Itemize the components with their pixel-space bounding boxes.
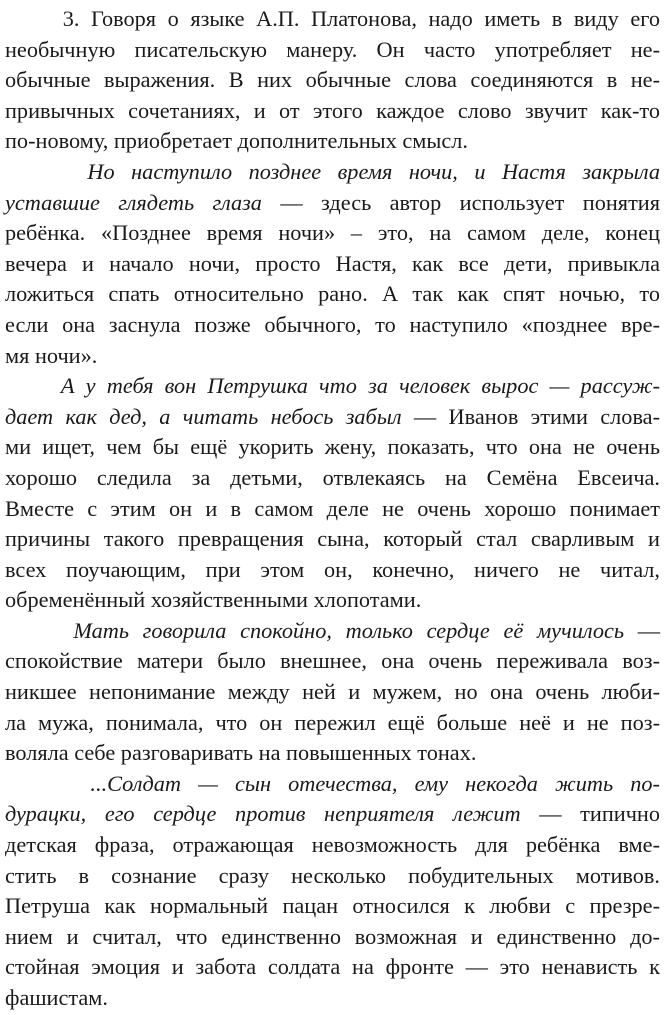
text-segment: обычные выражения. В них обычные слова соединяются в не- (5, 67, 660, 93)
text-segment: Вместе с этим он и в самом деле не очень хорошо понимает (5, 495, 660, 521)
text-segment: — (624, 617, 661, 643)
text-segment: фашистам. (5, 985, 108, 1010)
text-segment: стойная эмоция и забота солдата на фронте — это ненависть к (5, 954, 660, 980)
text-line (5, 371, 660, 402)
text-line (5, 402, 660, 433)
quoted-phrase: уставшие глядеть глаза (5, 189, 262, 215)
text-segment: вечера и начало ночи, просто Настя, как все дети, привыкла (5, 250, 660, 276)
text-line (5, 646, 660, 677)
text-segment: мя ночи». (5, 342, 98, 368)
quoted-phrase: ...Солдат — сын отечества, ему некогда жить по- (5, 770, 660, 796)
quoted-phrase: Но наступило позднее время ночи, и Настя закрыла (5, 158, 660, 184)
text-line (5, 616, 660, 647)
text-segment: — типично (520, 801, 660, 827)
text-line (5, 555, 660, 586)
text-segment: Петруша как нормальный пацан относился к любви с презре- (5, 893, 660, 919)
text-segment: всех поучающим, при этом он, конечно, ничего не читал, (5, 556, 660, 582)
text-line (5, 585, 660, 616)
text-line (5, 157, 660, 188)
text-segment: — здесь автор использует понятия (261, 189, 660, 215)
text-line (5, 341, 660, 372)
text-line (5, 494, 660, 525)
text-line (5, 4, 660, 35)
text-segment: спокойствие матери было внешнее, она очень переживала воз- (5, 648, 660, 674)
quoted-phrase: Мать говорила спокойно, только сердце её мучилось (5, 617, 625, 643)
paragraph-4 (5, 616, 660, 769)
text-segment: хорошо следила за детьми, отвлекаясь на Семёна Евсеича. (5, 464, 660, 490)
text-segment: 3. Говоря о языке А.П. Платонова, надо иметь в виду его (5, 6, 660, 31)
text-line (5, 891, 660, 922)
text-line (5, 35, 660, 66)
text-segment: ложиться спать относительно рано. А так как спят ночью, то (5, 281, 660, 307)
text-line (5, 708, 660, 739)
text-segment: — Иванов этими слова- (401, 403, 661, 429)
text-segment: нием и считал, что единственно возможная и единственно до- (5, 923, 660, 949)
document-body (5, 4, 660, 1014)
text-segment: необычную писательскую манеру. Он часто употребляет не- (5, 36, 660, 62)
paragraph-1 (5, 4, 660, 157)
text-line (5, 769, 660, 800)
text-line (5, 983, 660, 1014)
text-line (5, 218, 660, 249)
quoted-phrase: дает как дед, а читать небось забыл (5, 403, 402, 429)
text-segment: обременённый хозяйственными хлопотами. (5, 587, 422, 613)
text-segment: ми ищет, чем бы ещё укорить жену, показать, что она не очень (5, 434, 660, 460)
text-line (5, 432, 660, 463)
text-segment: ребёнка. «Позднее время ночи» – это, на самом деле, конец (5, 220, 660, 246)
paragraph-2 (5, 157, 660, 371)
text-line (5, 126, 660, 157)
text-line (5, 463, 660, 494)
text-segment: если она заснула позже обычного, то наступило «позднее вре- (5, 311, 660, 337)
text-line (5, 188, 660, 219)
text-segment: никшее непонимание между ней и мужем, но она очень люби- (5, 679, 660, 705)
text-segment: детская фраза, отражающая невозможность для ребёнка вме- (5, 832, 660, 858)
text-line (5, 830, 660, 861)
text-line (5, 922, 660, 953)
text-line (5, 279, 660, 310)
text-line (5, 310, 660, 341)
text-segment: стить в сознание сразу несколько побудительных мотивов. (5, 862, 660, 888)
text-line (5, 799, 660, 830)
text-segment: по-новому, приобретает дополнительных смысл. (5, 128, 468, 154)
text-segment: причины такого превращения сына, который стал сварливым и (5, 526, 660, 552)
text-line (5, 738, 660, 769)
text-segment: привычных сочетаниях, и от этого каждое слово звучит как-то (5, 97, 660, 123)
paragraph-3 (5, 371, 660, 616)
text-line (5, 65, 660, 96)
text-line (5, 96, 660, 127)
text-line (5, 861, 660, 892)
text-line (5, 524, 660, 555)
quoted-phrase: дурацки, его сердце против неприятеля лежит (5, 801, 521, 827)
text-line (5, 677, 660, 708)
quoted-phrase: А у тебя вон Петрушка что за человек вырос — рассуж- (5, 373, 660, 399)
text-segment: ла мужа, понимала, что он пережил ещё больше неё и не поз- (5, 709, 660, 735)
text-segment: воляла себе разговаривать на повышенных тонах. (5, 740, 477, 766)
text-line (5, 249, 660, 280)
paragraph-5 (5, 769, 660, 1014)
text-line (5, 952, 660, 983)
